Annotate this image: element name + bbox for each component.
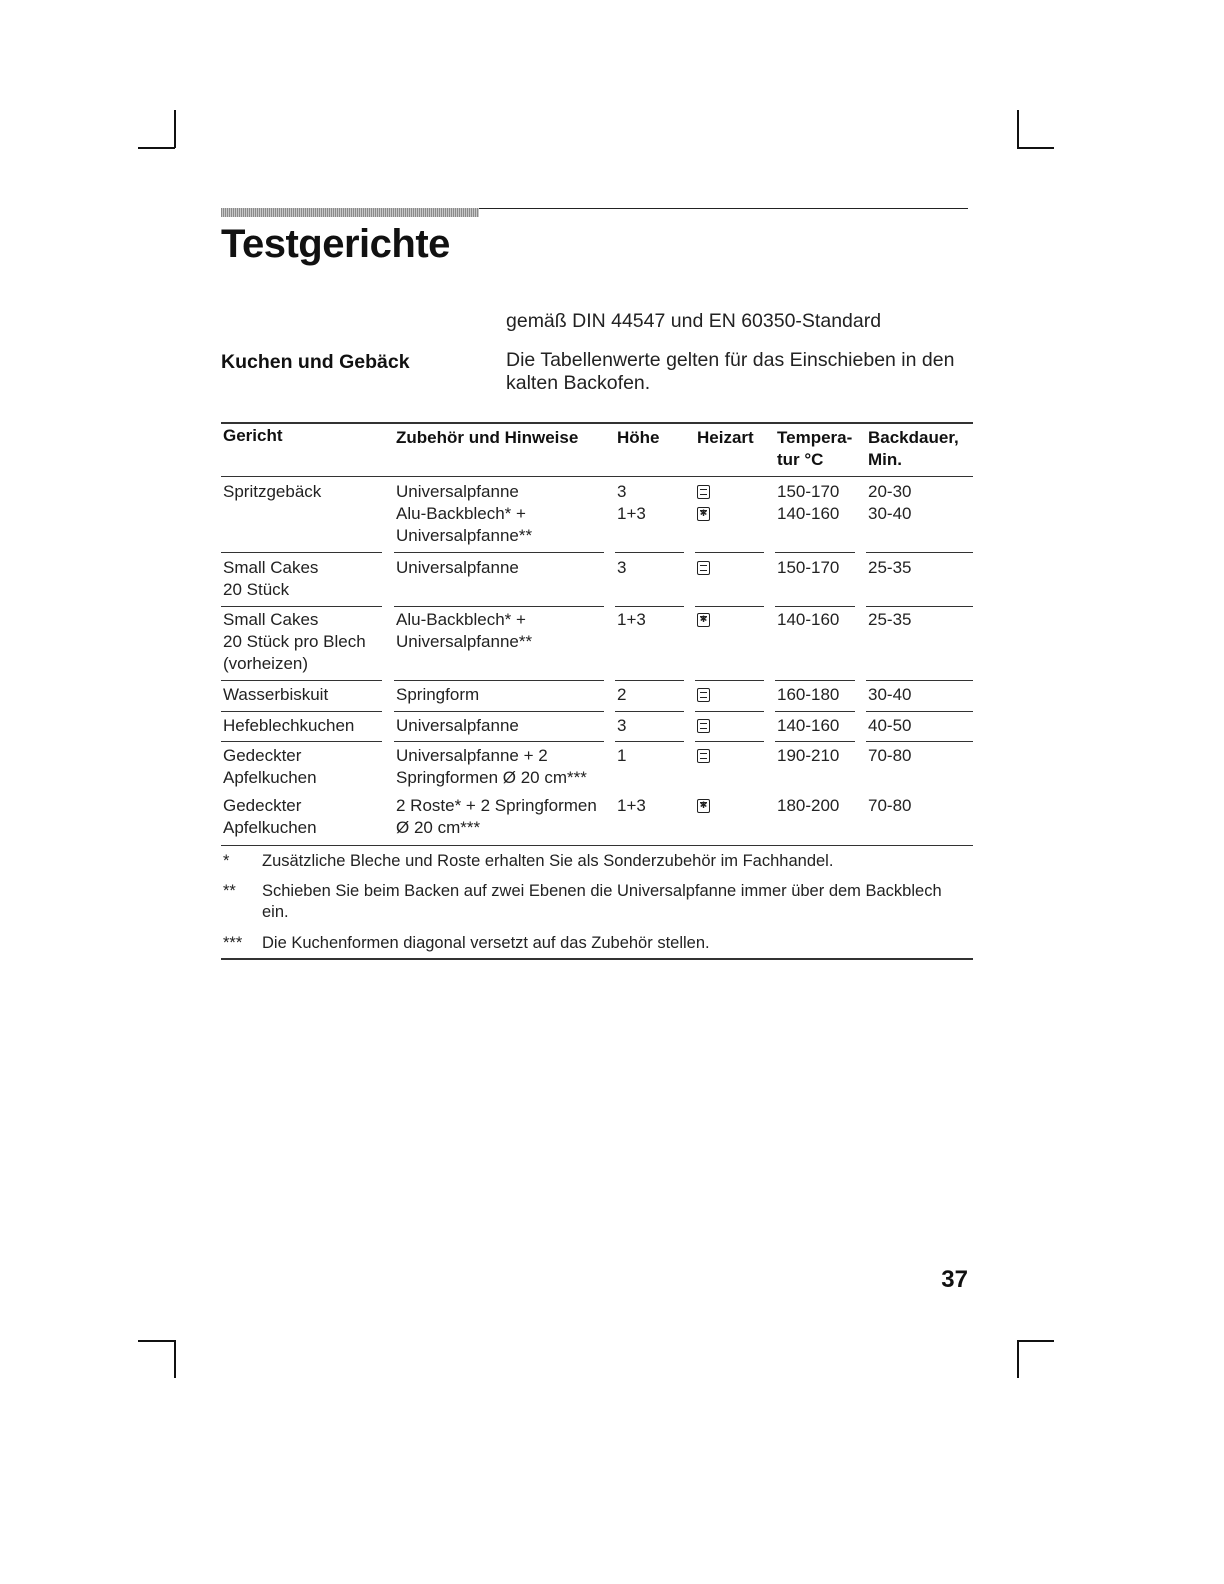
heating-cell	[697, 684, 710, 702]
footnote-text: Zusätzliche Bleche und Roste erhalten Sie als Sonderzubehör im Fachhandel.	[262, 852, 834, 870]
table-header-rule	[221, 476, 973, 477]
row-divider	[615, 552, 684, 553]
footnotes-bottom-rule	[221, 958, 973, 960]
row-divider	[866, 606, 973, 607]
duration-cell: 20-30	[868, 482, 912, 501]
dish-cell: Small Cakes 20 Stück pro Blech (vorheizen)	[223, 610, 366, 673]
temperature-cell: 150-170	[777, 558, 840, 577]
col-header-dish: Gericht	[223, 426, 283, 445]
temperature-cell: 190-210	[777, 746, 840, 765]
heating-cell	[697, 745, 710, 763]
temperature-cell: 160-180	[777, 685, 840, 704]
row-divider	[615, 741, 684, 742]
row-divider	[775, 606, 855, 607]
accessory-cell: Universalpfanne + 2 Springformen Ø 20 cm***	[396, 746, 587, 787]
row-divider	[775, 680, 855, 681]
hot-air-icon	[697, 613, 710, 627]
header-bar	[221, 208, 479, 217]
row-divider	[615, 606, 684, 607]
accessory-cell: Universalpfanne**	[396, 526, 533, 545]
accessory-cell: Alu-Backblech* +	[396, 504, 526, 523]
row-divider	[221, 711, 382, 712]
row-divider	[394, 606, 604, 607]
crop-mark-top-left	[174, 110, 176, 148]
duration-cell: 30-40	[868, 504, 912, 523]
table-top-rule	[221, 422, 973, 424]
top-bottom-heat-icon	[697, 688, 710, 702]
row-divider	[221, 552, 382, 553]
crop-mark-top-left	[138, 147, 175, 149]
intro-text: Die Tabellenwerte gelten für das Einschieben in den kalten Backofen.	[506, 349, 955, 394]
accessory-cell: 2 Roste* + 2 Springformen Ø 20 cm***	[396, 796, 597, 837]
heating-cell	[697, 609, 710, 627]
col-header-temperature: Tempera- tur °C	[777, 428, 853, 469]
level-cell: 1+3	[617, 796, 646, 815]
col-header-duration: Backdauer, Min.	[868, 428, 959, 469]
row-divider	[615, 680, 684, 681]
dish-cell: Hefeblechkuchen	[223, 716, 355, 735]
temperature-cell: 140-160	[777, 716, 840, 735]
dish-cell: Gedeckter Apfelkuchen	[223, 796, 317, 837]
accessory-cell: Alu-Backblech* + Universalpfanne**	[396, 610, 533, 651]
top-bottom-heat-icon	[697, 749, 710, 763]
crop-mark-bottom-right	[1017, 1340, 1019, 1378]
row-divider	[866, 552, 973, 553]
top-bottom-heat-icon	[697, 719, 710, 733]
accessory-cell: Universalpfanne	[396, 716, 519, 735]
accessory-cell: Springform	[396, 685, 480, 704]
row-divider	[695, 711, 764, 712]
row-divider	[394, 680, 604, 681]
page-number: 37	[941, 1266, 968, 1293]
temperature-cell: 150-170	[777, 482, 840, 501]
level-cell: 3	[617, 716, 627, 735]
duration-cell: 25-35	[868, 558, 912, 577]
row-divider	[775, 711, 855, 712]
heating-cell	[697, 715, 710, 733]
temperature-cell: 140-160	[777, 504, 840, 523]
duration-cell: 30-40	[868, 685, 912, 704]
temperature-cell: 140-160	[777, 610, 840, 629]
level-cell: 1+3	[617, 504, 646, 523]
top-bottom-heat-icon	[697, 485, 710, 499]
level-cell: 1+3	[617, 610, 646, 629]
crop-mark-bottom-right	[1017, 1340, 1054, 1342]
row-divider	[221, 606, 382, 607]
row-divider	[394, 711, 604, 712]
footnote-text: Die Kuchenformen diagonal versetzt auf das Zubehör stellen.	[262, 934, 710, 952]
accessory-cell: Universalpfanne	[396, 558, 519, 577]
heating-cell	[697, 503, 710, 521]
level-cell: 2	[617, 685, 627, 704]
col-header-accessories: Zubehör und Hinweise	[396, 428, 579, 447]
row-divider	[695, 741, 764, 742]
col-header-level: Höhe	[617, 428, 660, 447]
heating-cell	[697, 557, 710, 575]
section-heading: Kuchen und Gebäck	[221, 351, 410, 373]
duration-cell: 40-50	[868, 716, 912, 735]
dish-cell: Wasserbiskuit	[223, 685, 329, 704]
col-header-heating: Heizart	[697, 428, 754, 447]
row-divider	[866, 680, 973, 681]
row-divider	[695, 606, 764, 607]
row-divider	[775, 741, 855, 742]
row-divider	[615, 711, 684, 712]
table-bottom-rule	[221, 845, 973, 846]
duration-cell: 70-80	[868, 796, 912, 815]
footnote-mark: ***	[223, 934, 243, 952]
footnote-mark: *	[223, 852, 230, 870]
row-divider	[394, 552, 604, 553]
level-cell: 1	[617, 746, 627, 765]
footnote-mark: **	[223, 882, 236, 900]
row-divider	[866, 741, 973, 742]
temperature-cell: 180-200	[777, 796, 840, 815]
heating-cell	[697, 481, 710, 499]
crop-mark-top-right	[1017, 147, 1054, 149]
footnote-text: Schieben Sie beim Backen auf zwei Ebenen die Universalpfanne immer über dem Backblech ein.	[262, 882, 942, 921]
row-divider	[695, 680, 764, 681]
row-divider	[866, 711, 973, 712]
duration-cell: 70-80	[868, 746, 912, 765]
duration-cell: 25-35	[868, 610, 912, 629]
crop-mark-bottom-left	[138, 1340, 175, 1342]
crop-mark-top-right	[1017, 110, 1019, 148]
level-cell: 3	[617, 482, 627, 501]
row-divider	[221, 741, 382, 742]
accessory-cell: Universalpfanne	[396, 482, 519, 501]
hot-air-icon	[697, 507, 710, 521]
page-title: Testgerichte	[221, 222, 450, 266]
row-divider	[695, 552, 764, 553]
top-bottom-heat-icon	[697, 561, 710, 575]
dish-cell: Gedeckter Apfelkuchen	[223, 746, 317, 787]
crop-mark-bottom-left	[174, 1340, 176, 1378]
hot-air-icon	[697, 799, 710, 813]
row-divider	[775, 552, 855, 553]
row-divider	[394, 741, 604, 742]
dish-cell: Small Cakes 20 Stück	[223, 558, 319, 599]
dish-cell: Spritzgebäck	[223, 482, 322, 501]
heating-cell	[697, 795, 710, 813]
level-cell: 3	[617, 558, 627, 577]
row-divider	[221, 680, 382, 681]
standard-note: gemäß DIN 44547 und EN 60350-Standard	[506, 310, 882, 332]
